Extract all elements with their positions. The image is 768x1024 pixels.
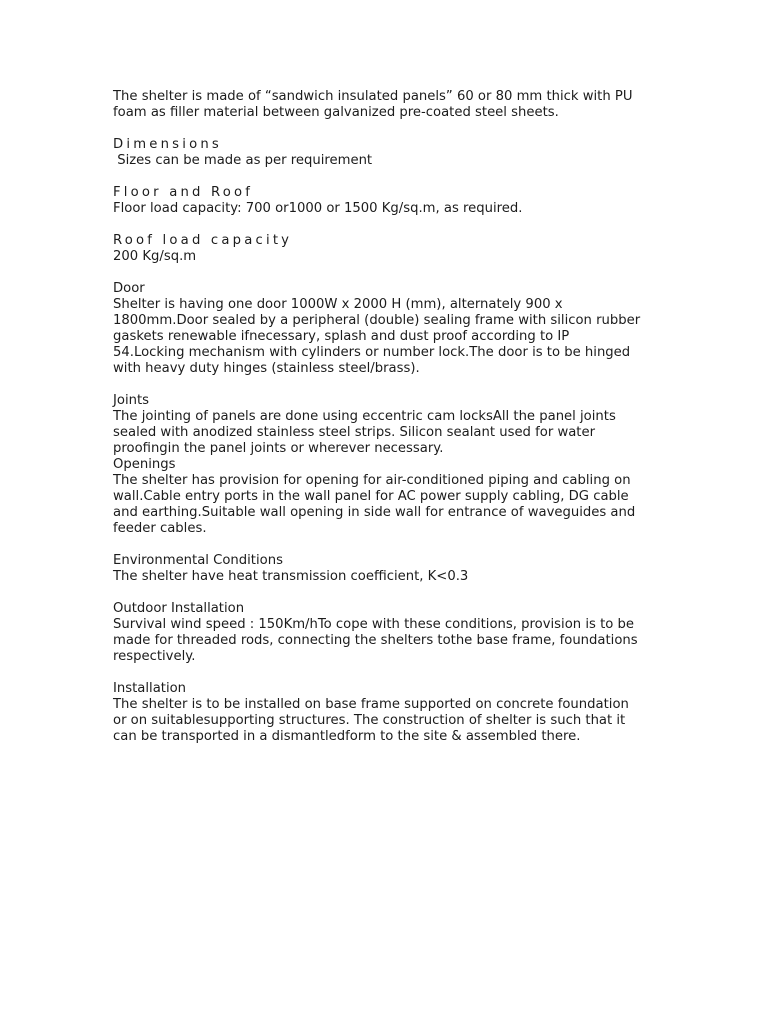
text-line: 54.Locking mechanism with cylinders or number lock.The door is to be hinged [113,345,631,360]
floor-roof-heading: Floor and Roof [113,185,254,200]
text-line: gaskets renewable ifnecessary, splash and dust proof according to IP [113,329,570,344]
environmental-paragraph [113,569,673,585]
text-line: Survival wind speed : 150Km/hTo cope with these conditions, provision is to be [113,617,634,632]
text-line: The shelter is made of “sandwich insulated panels” 60 or 80 mm thick with PU [113,89,633,104]
door-heading: Door [113,281,145,296]
outdoor-paragraph [113,617,673,665]
text-line: The shelter has provision for opening for air-conditioned piping and cabling on [113,473,631,488]
environmental-heading: Environmental Conditions [113,553,283,568]
installation-heading: Installation [113,681,187,696]
dimensions-paragraph [113,153,673,169]
text-line: can be transported in a dismantledform to the site & assembled there. [113,729,581,744]
roof-load-heading: Roof load capacity [113,233,293,248]
dimensions-heading: Dimensions [113,137,222,152]
text-line: proofingin the panel joints or wherever necessary. [113,441,444,456]
text-line: foam as filler material between galvanized pre-coated steel sheets. [113,105,559,120]
text-line: Floor load capacity: 700 or1000 or 1500 Kg/sq.m, as required. [113,201,523,216]
text-line: The jointing of panels are done using eccentric cam locksAll the panel joints [113,409,616,424]
text-line: Shelter is having one door 1000W x 2000 H (mm), alternately 900 x [113,297,563,312]
joints-paragraph [113,409,673,457]
joints-heading: Joints [113,393,150,408]
floor-roof-paragraph [113,201,673,217]
text-line: 1800mm.Door sealed by a peripheral (double) sealing frame with silicon rubber [113,313,641,328]
openings-paragraph [113,473,673,537]
text-line: The shelter have heat transmission coefficient, K<0.3 [113,569,469,584]
text-line: 200 Kg/sq.m [113,249,197,264]
intro-paragraph [113,89,673,121]
roof-load-paragraph [113,249,673,265]
text-line: and earthing.Suitable wall opening in side wall for entrance of waveguides and [113,505,636,520]
document-page [113,89,673,745]
text-line: wall.Cable entry ports in the wall panel for AC power supply cabling, DG cable [113,489,629,504]
text-line: respectively. [113,649,196,664]
text-line: made for threaded rods, connecting the shelters tothe base frame, foundations [113,633,638,648]
installation-paragraph [113,697,673,745]
text-line: with heavy duty hinges (stainless steel/brass). [113,361,420,376]
text-line: The shelter is to be installed on base frame supported on concrete foundation [113,697,629,712]
text-line: sealed with anodized stainless steel strips. Silicon sealant used for water [113,425,596,440]
text-line: feeder cables. [113,521,207,536]
outdoor-heading: Outdoor Installation [113,601,245,616]
openings-heading: Openings [113,457,176,472]
door-paragraph [113,297,673,377]
text-line: Sizes can be made as per requirement [113,153,373,168]
text-line: or on suitablesupporting structures. The construction of shelter is such that it [113,713,626,728]
